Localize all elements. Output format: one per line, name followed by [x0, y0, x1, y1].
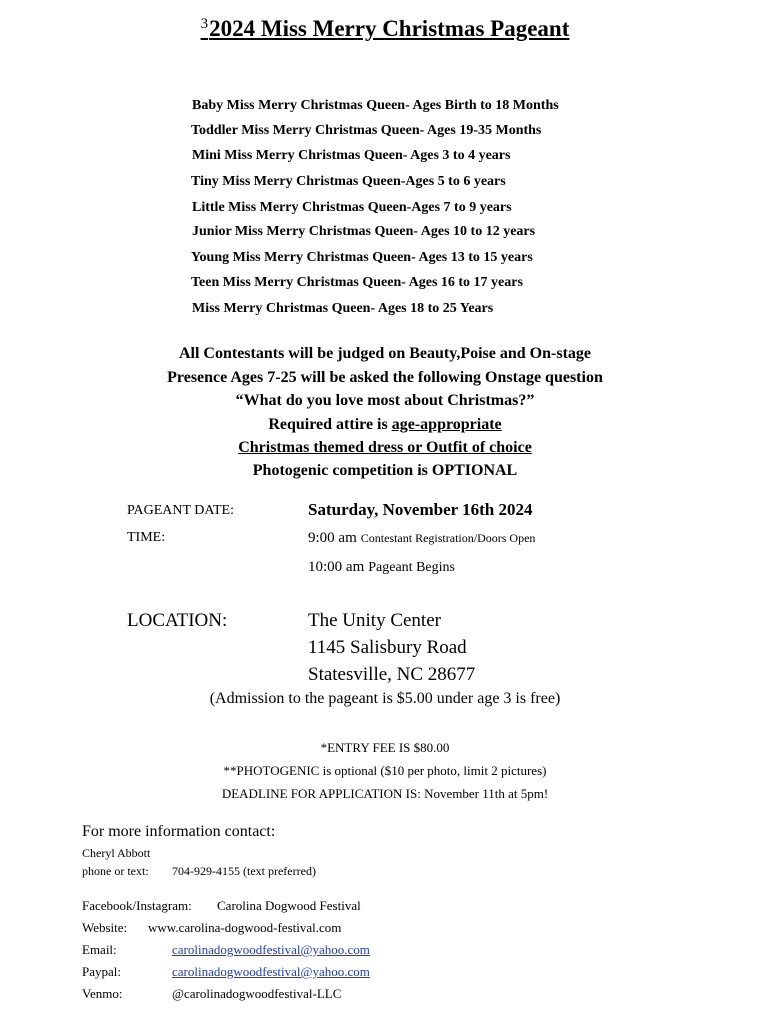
judging-line-1: All Contestants will be judged on Beauty,Poise and On-stage [178, 345, 592, 362]
location-line-3: Statesville, NC 28677 [308, 664, 476, 685]
attire-dress-line: Christmas themed dress or Outfit of choice [238, 439, 532, 456]
admission-note: (Admission to the pageant is $5.00 under age 3 is free) [209, 690, 561, 707]
venmo-value: @carolinadogwoodfestival-LLC [172, 986, 342, 1001]
title-mark: 3 [200, 16, 209, 32]
category-item: Baby Miss Merry Christmas Queen- Ages Birth to 18 Months [192, 98, 559, 113]
facebook-label: Facebook/Instagram: [82, 898, 192, 913]
category-item: Toddler Miss Merry Christmas Queen- Ages 19-35 Months [191, 123, 542, 138]
category-item: Tiny Miss Merry Christmas Queen-Ages 5 to 6 years [191, 174, 506, 189]
category-item: Miss Merry Christmas Queen- Ages 18 to 25 Years [192, 301, 494, 316]
photogenic-fee: **PHOTOGENIC is optional ($10 per photo, limit 2 pictures) [223, 763, 547, 778]
judging-question: “What do you love most about Christmas?” [235, 392, 535, 409]
entry-fee: *ENTRY FEE IS $80.00 [320, 740, 450, 755]
category-item: Little Miss Merry Christmas Queen-Ages 7 to 9 years [192, 200, 512, 215]
email-label: Email: [82, 942, 117, 957]
deadline: DEADLINE FOR APPLICATION IS: November 11th at 5pm! [221, 786, 549, 801]
email-link[interactable]: carolinadogwoodfestival@yahoo.com [172, 942, 370, 957]
title-text: 2024 Miss Merry Christmas Pageant [209, 16, 570, 41]
paypal-link[interactable]: carolinadogwoodfestival@yahoo.com [172, 964, 370, 979]
category-item: Junior Miss Merry Christmas Queen- Ages 10 to 12 years [192, 224, 536, 239]
paypal-label: Paypal: [82, 964, 121, 979]
attire-line [0, 416, 770, 434]
contact-phone-value: 704-929-4155 (text preferred) [172, 864, 316, 878]
date-label: PAGEANT DATE: [127, 503, 234, 518]
judging-line-2: Presence Ages 7-25 will be asked the following Onstage question [167, 369, 603, 386]
time-2-main: 10:00 am [308, 559, 365, 575]
venmo-label: Venmo: [82, 986, 123, 1001]
time-2-sub: Pageant Begins [368, 560, 455, 575]
date-value: Saturday, November 16th 2024 [308, 500, 533, 519]
location-line-1: The Unity Center [308, 610, 441, 631]
attire-prefix: Required attire is [268, 416, 392, 433]
time-label: TIME: [127, 530, 166, 545]
photogenic-optional-line: Photogenic competition is OPTIONAL [252, 462, 518, 479]
category-item: Young Miss Merry Christmas Queen- Ages 13 to 15 years [191, 250, 533, 265]
facebook-value: Carolina Dogwood Festival [217, 898, 361, 913]
category-item: Teen Miss Merry Christmas Queen- Ages 16 to 17 years [191, 275, 523, 290]
website-label: Website: [82, 920, 128, 935]
time-1-main: 9:00 am [308, 530, 357, 546]
time-1-sub: Contestant Registration/Doors Open [360, 531, 536, 545]
attire-underlined: age-appropriate [391, 416, 502, 433]
contact-heading: For more information contact: [82, 823, 276, 840]
contact-name: Cheryl Abbott [82, 846, 151, 860]
time-row-2 [308, 558, 455, 576]
contact-phone-label: phone or text: [82, 864, 149, 878]
time-row-1 [308, 529, 535, 547]
location-line-2: 1145 Salisbury Road [308, 637, 467, 658]
location-label: LOCATION: [127, 610, 228, 631]
category-item: Mini Miss Merry Christmas Queen- Ages 3 to 4 years [192, 148, 511, 163]
page-title [0, 16, 770, 42]
website-value[interactable]: www.carolina-dogwood-festival.com [148, 920, 342, 935]
